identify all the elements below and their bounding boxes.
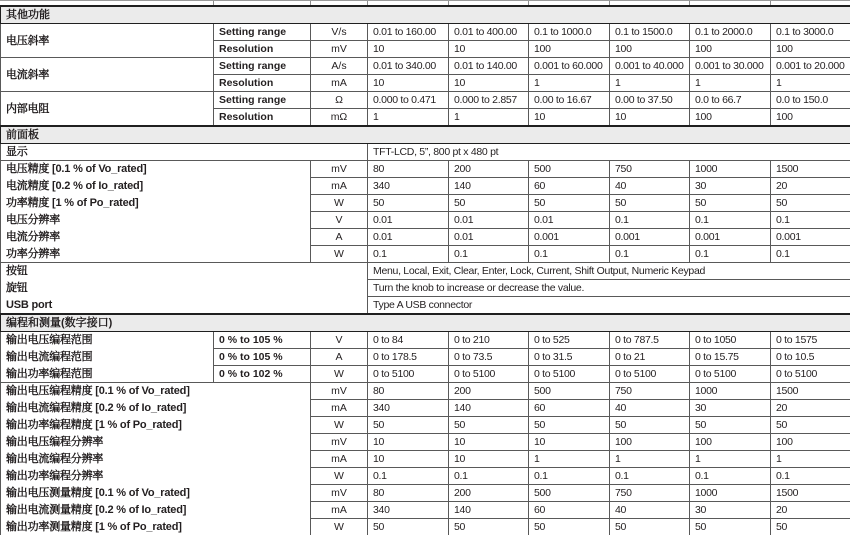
value-cell: 0.1 — [771, 468, 850, 485]
value-cell: 50 — [690, 519, 771, 535]
spec-row — [1, 417, 850, 434]
row-label-cell: 输出电压编程分辨率 — [1, 434, 311, 451]
unit-cell: mV — [311, 161, 368, 178]
value-cell: 200 — [449, 383, 529, 400]
row-label-cell: 电流分辨率 — [1, 229, 311, 246]
value-cell: 40 — [610, 178, 690, 195]
value-cell: 0 to 21 — [610, 349, 690, 366]
value-cell: 30 — [690, 400, 771, 417]
value-cell: 10 — [529, 434, 610, 451]
row-label-cell: 输出电流编程分辨率 — [1, 451, 311, 468]
value-cell: Type A USB connector — [368, 297, 850, 315]
value-cell: 50 — [449, 195, 529, 212]
value-cell: 100 — [690, 434, 771, 451]
value-cell: 1500 — [771, 383, 850, 400]
row-label-cell: 输出电压测量精度 [0.1 % of Vo_rated] — [1, 485, 311, 502]
value-cell: 0.00 to 37.50 — [610, 92, 690, 109]
value-cell: 10 — [529, 109, 610, 127]
spec-row — [1, 144, 850, 161]
value-cell: 0.001 to 40.000 — [610, 58, 690, 75]
value-cell: 200 — [449, 485, 529, 502]
value-cell: 0.001 — [690, 229, 771, 246]
value-cell: 1500 — [771, 161, 850, 178]
row-label-cell: 输出电流编程精度 [0.2 % of Io_rated] — [1, 400, 311, 417]
value-cell: 0 to 1575 — [771, 332, 850, 349]
unit-cell: mV — [311, 485, 368, 502]
sub-label-cell: Resolution — [214, 41, 311, 58]
value-cell: TFT-LCD, 5”, 800 pt x 480 pt — [368, 144, 850, 161]
value-cell: 0.001 — [529, 229, 610, 246]
value-cell: 50 — [449, 519, 529, 535]
value-cell: 1 — [690, 451, 771, 468]
sub-label-cell: Setting range — [214, 24, 311, 41]
value-cell: 750 — [610, 485, 690, 502]
section-header-row — [1, 314, 850, 332]
value-cell: 0.000 to 0.471 — [368, 92, 449, 109]
unit-cell: W — [311, 195, 368, 212]
spec-row — [1, 161, 850, 178]
value-cell: 0 to 5100 — [529, 366, 610, 383]
value-cell: 100 — [610, 41, 690, 58]
value-cell: 50 — [449, 417, 529, 434]
value-cell: 100 — [690, 41, 771, 58]
row-label-cell: 电流精度 [0.2 % of Io_rated] — [1, 178, 311, 195]
value-cell: 1 — [610, 75, 690, 92]
value-cell: 0.01 to 340.00 — [368, 58, 449, 75]
value-cell: 100 — [690, 109, 771, 127]
value-cell: 0.000 to 2.857 — [449, 92, 529, 109]
column-border-tick — [367, 1, 368, 5]
value-cell: 50 — [529, 519, 610, 535]
value-cell: 0.01 to 160.00 — [368, 24, 449, 41]
row-label-cell: 电压分辨率 — [1, 212, 311, 229]
value-cell: 0.1 — [610, 212, 690, 229]
column-border-tick — [689, 1, 690, 5]
row-label-cell: 输出电压编程精度 [0.1 % of Vo_rated] — [1, 383, 311, 400]
spec-row — [1, 263, 850, 280]
unit-cell: V — [311, 212, 368, 229]
value-cell: 0.01 to 140.00 — [449, 58, 529, 75]
value-cell: 0.01 — [368, 229, 449, 246]
value-cell: 0 to 210 — [449, 332, 529, 349]
spec-row — [1, 297, 850, 315]
value-cell: 20 — [771, 400, 850, 417]
row-label-cell: 输出电流测量精度 [0.2 % of Io_rated] — [1, 502, 311, 519]
value-cell: 10 — [368, 451, 449, 468]
value-cell: 0 to 178.5 — [368, 349, 449, 366]
value-cell: 1 — [610, 451, 690, 468]
unit-cell: mA — [311, 178, 368, 195]
column-border-tick — [213, 1, 214, 5]
unit-cell: mA — [311, 75, 368, 92]
sub-label-cell: 0 % to 105 % — [214, 349, 311, 366]
value-cell: 1500 — [771, 485, 850, 502]
row-label-cell: 输出电流编程范围 — [1, 349, 214, 366]
value-cell: 340 — [368, 178, 449, 195]
value-cell: 0 to 5100 — [771, 366, 850, 383]
spec-row — [1, 468, 850, 485]
value-cell: 0 to 525 — [529, 332, 610, 349]
value-cell: 0 to 5100 — [368, 366, 449, 383]
value-cell: 60 — [529, 502, 610, 519]
spec-table — [0, 5, 850, 535]
value-cell: 10 — [368, 41, 449, 58]
value-cell: 60 — [529, 178, 610, 195]
value-cell: Turn the knob to increase or decrease the value. — [368, 280, 850, 297]
sub-label-cell: 0 % to 105 % — [214, 332, 311, 349]
value-cell: 50 — [690, 417, 771, 434]
value-cell: 50 — [771, 195, 850, 212]
unit-cell: mV — [311, 41, 368, 58]
spec-row — [1, 212, 850, 229]
value-cell: 1000 — [690, 383, 771, 400]
value-cell: 0.01 — [449, 229, 529, 246]
value-cell: 1 — [771, 75, 850, 92]
sub-label-cell: Resolution — [214, 109, 311, 127]
unit-cell: Ω — [311, 92, 368, 109]
value-cell: 1000 — [690, 485, 771, 502]
value-cell: 0 to 10.5 — [771, 349, 850, 366]
row-label-cell: 显示 — [1, 144, 368, 161]
value-cell: 0.1 — [529, 246, 610, 263]
value-cell: 1 — [529, 451, 610, 468]
unit-cell: W — [311, 246, 368, 263]
value-cell: 340 — [368, 400, 449, 417]
value-cell: 50 — [368, 195, 449, 212]
row-label-cell: 输出电压编程范围 — [1, 332, 214, 349]
value-cell: 0 to 5100 — [690, 366, 771, 383]
value-cell: 0.1 to 1000.0 — [529, 24, 610, 41]
spec-row — [1, 246, 850, 263]
section-header-row — [1, 126, 850, 144]
column-border-tick — [770, 1, 771, 5]
row-label-cell: 旋钮 — [1, 280, 368, 297]
unit-cell: mV — [311, 434, 368, 451]
value-cell: 10 — [449, 451, 529, 468]
value-cell: Menu, Local, Exit, Clear, Enter, Lock, Current, Shift Output, Numeric Keypad — [368, 263, 850, 280]
value-cell: 0.001 — [771, 229, 850, 246]
value-cell: 50 — [610, 417, 690, 434]
previous-row-remnant-strip — [0, 0, 850, 5]
unit-cell: mV — [311, 383, 368, 400]
unit-cell: A — [311, 229, 368, 246]
value-cell: 0.1 — [529, 468, 610, 485]
column-border-tick — [448, 1, 449, 5]
value-cell: 100 — [771, 41, 850, 58]
value-cell: 10 — [368, 434, 449, 451]
value-cell: 0 to 31.5 — [529, 349, 610, 366]
value-cell: 0.01 — [449, 212, 529, 229]
unit-cell: mA — [311, 400, 368, 417]
value-cell: 0.0 to 150.0 — [771, 92, 850, 109]
value-cell: 0.1 to 1500.0 — [610, 24, 690, 41]
unit-cell: mA — [311, 451, 368, 468]
value-cell: 0.1 — [690, 212, 771, 229]
value-cell: 20 — [771, 178, 850, 195]
value-cell: 40 — [610, 502, 690, 519]
spec-row — [1, 485, 850, 502]
value-cell: 60 — [529, 400, 610, 417]
value-cell: 50 — [529, 195, 610, 212]
value-cell: 50 — [529, 417, 610, 434]
value-cell: 0.1 — [690, 468, 771, 485]
unit-cell: W — [311, 417, 368, 434]
sub-label-cell: Setting range — [214, 92, 311, 109]
row-label-cell: 输出功率编程分辨率 — [1, 468, 311, 485]
spec-row — [1, 178, 850, 195]
unit-cell: W — [311, 519, 368, 535]
unit-cell: A — [311, 349, 368, 366]
row-label-cell: 输出功率编程精度 [1 % of Po_rated] — [1, 417, 311, 434]
spec-row — [1, 229, 850, 246]
value-cell: 100 — [771, 109, 850, 127]
value-cell: 0 to 84 — [368, 332, 449, 349]
row-label-cell: 电压精度 [0.1 % of Vo_rated] — [1, 161, 311, 178]
value-cell: 0.1 — [690, 246, 771, 263]
value-cell: 0 to 73.5 — [449, 349, 529, 366]
value-cell: 50 — [610, 519, 690, 535]
value-cell: 0.1 to 2000.0 — [690, 24, 771, 41]
value-cell: 50 — [368, 519, 449, 535]
value-cell: 500 — [529, 161, 610, 178]
value-cell: 0.001 to 30.000 — [690, 58, 771, 75]
sub-label-cell: 0 % to 102 % — [214, 366, 311, 383]
spec-row — [1, 24, 850, 41]
unit-cell: W — [311, 468, 368, 485]
value-cell: 100 — [610, 434, 690, 451]
value-cell: 1 — [449, 109, 529, 127]
value-cell: 0.1 — [771, 212, 850, 229]
value-cell: 10 — [610, 109, 690, 127]
spec-row — [1, 92, 850, 109]
spec-row — [1, 519, 850, 535]
value-cell: 0.01 — [368, 212, 449, 229]
value-cell: 500 — [529, 485, 610, 502]
spec-row — [1, 280, 850, 297]
row-label-cell: USB port — [1, 297, 368, 315]
value-cell: 0.1 — [771, 246, 850, 263]
value-cell: 30 — [690, 502, 771, 519]
value-cell: 0 to 1050 — [690, 332, 771, 349]
value-cell: 80 — [368, 161, 449, 178]
spec-table-body — [1, 6, 850, 535]
spec-row — [1, 349, 850, 366]
value-cell: 30 — [690, 178, 771, 195]
value-cell: 0.1 — [449, 246, 529, 263]
unit-cell: A/s — [311, 58, 368, 75]
unit-cell: V — [311, 332, 368, 349]
value-cell: 10 — [449, 41, 529, 58]
value-cell: 50 — [610, 195, 690, 212]
section-header-label: 其他功能 — [1, 6, 850, 24]
section-header-row — [1, 6, 850, 24]
value-cell: 0 to 15.75 — [690, 349, 771, 366]
value-cell: 0.1 — [368, 246, 449, 263]
spec-row — [1, 58, 850, 75]
unit-cell: W — [311, 366, 368, 383]
row-label-cell: 电流斜率 — [1, 58, 214, 92]
unit-cell: mA — [311, 502, 368, 519]
value-cell: 750 — [610, 161, 690, 178]
value-cell: 10 — [449, 75, 529, 92]
value-cell: 0.001 to 60.000 — [529, 58, 610, 75]
value-cell: 0.1 — [368, 468, 449, 485]
sub-label-cell: Resolution — [214, 75, 311, 92]
unit-cell: V/s — [311, 24, 368, 41]
section-header-label: 编程和测量(数字接口) — [1, 314, 850, 332]
value-cell: 0.0 to 66.7 — [690, 92, 771, 109]
spec-row — [1, 383, 850, 400]
value-cell: 0.01 — [529, 212, 610, 229]
value-cell: 50 — [771, 519, 850, 535]
value-cell: 200 — [449, 161, 529, 178]
value-cell: 0.00 to 16.67 — [529, 92, 610, 109]
value-cell: 750 — [610, 383, 690, 400]
value-cell: 1 — [529, 75, 610, 92]
value-cell: 50 — [690, 195, 771, 212]
value-cell: 0 to 5100 — [610, 366, 690, 383]
value-cell: 80 — [368, 485, 449, 502]
value-cell: 100 — [529, 41, 610, 58]
row-label-cell: 功率分辨率 — [1, 246, 311, 263]
value-cell: 50 — [771, 417, 850, 434]
unit-cell: mΩ — [311, 109, 368, 127]
value-cell: 0 to 787.5 — [610, 332, 690, 349]
value-cell: 80 — [368, 383, 449, 400]
value-cell: 1 — [368, 109, 449, 127]
value-cell: 40 — [610, 400, 690, 417]
column-border-tick — [310, 1, 311, 5]
value-cell: 0.1 to 3000.0 — [771, 24, 850, 41]
value-cell: 1 — [771, 451, 850, 468]
spec-row — [1, 434, 850, 451]
value-cell: 100 — [771, 434, 850, 451]
value-cell: 0.01 to 400.00 — [449, 24, 529, 41]
value-cell: 10 — [449, 434, 529, 451]
spec-row — [1, 366, 850, 383]
value-cell: 0.1 — [610, 468, 690, 485]
row-label-cell: 按钮 — [1, 263, 368, 280]
value-cell: 140 — [449, 178, 529, 195]
value-cell: 50 — [368, 417, 449, 434]
value-cell: 0.1 — [610, 246, 690, 263]
value-cell: 1000 — [690, 161, 771, 178]
value-cell: 20 — [771, 502, 850, 519]
value-cell: 0.001 — [610, 229, 690, 246]
value-cell: 0.001 to 20.000 — [771, 58, 850, 75]
value-cell: 1 — [690, 75, 771, 92]
value-cell: 140 — [449, 502, 529, 519]
value-cell: 10 — [368, 75, 449, 92]
spec-row — [1, 332, 850, 349]
section-header-label: 前面板 — [1, 126, 850, 144]
spec-row — [1, 195, 850, 212]
column-border-tick — [528, 1, 529, 5]
value-cell: 500 — [529, 383, 610, 400]
row-label-cell: 电压斜率 — [1, 24, 214, 58]
sub-label-cell: Setting range — [214, 58, 311, 75]
value-cell: 140 — [449, 400, 529, 417]
column-border-tick — [609, 1, 610, 5]
row-label-cell: 内部电阻 — [1, 92, 214, 127]
value-cell: 0.1 — [449, 468, 529, 485]
spec-row — [1, 400, 850, 417]
row-label-cell: 输出功率编程范围 — [1, 366, 214, 383]
value-cell: 0 to 5100 — [449, 366, 529, 383]
spec-row — [1, 502, 850, 519]
value-cell: 340 — [368, 502, 449, 519]
row-label-cell: 功率精度 [1 % of Po_rated] — [1, 195, 311, 212]
row-label-cell: 输出功率测量精度 [1 % of Po_rated] — [1, 519, 311, 535]
spec-row — [1, 451, 850, 468]
